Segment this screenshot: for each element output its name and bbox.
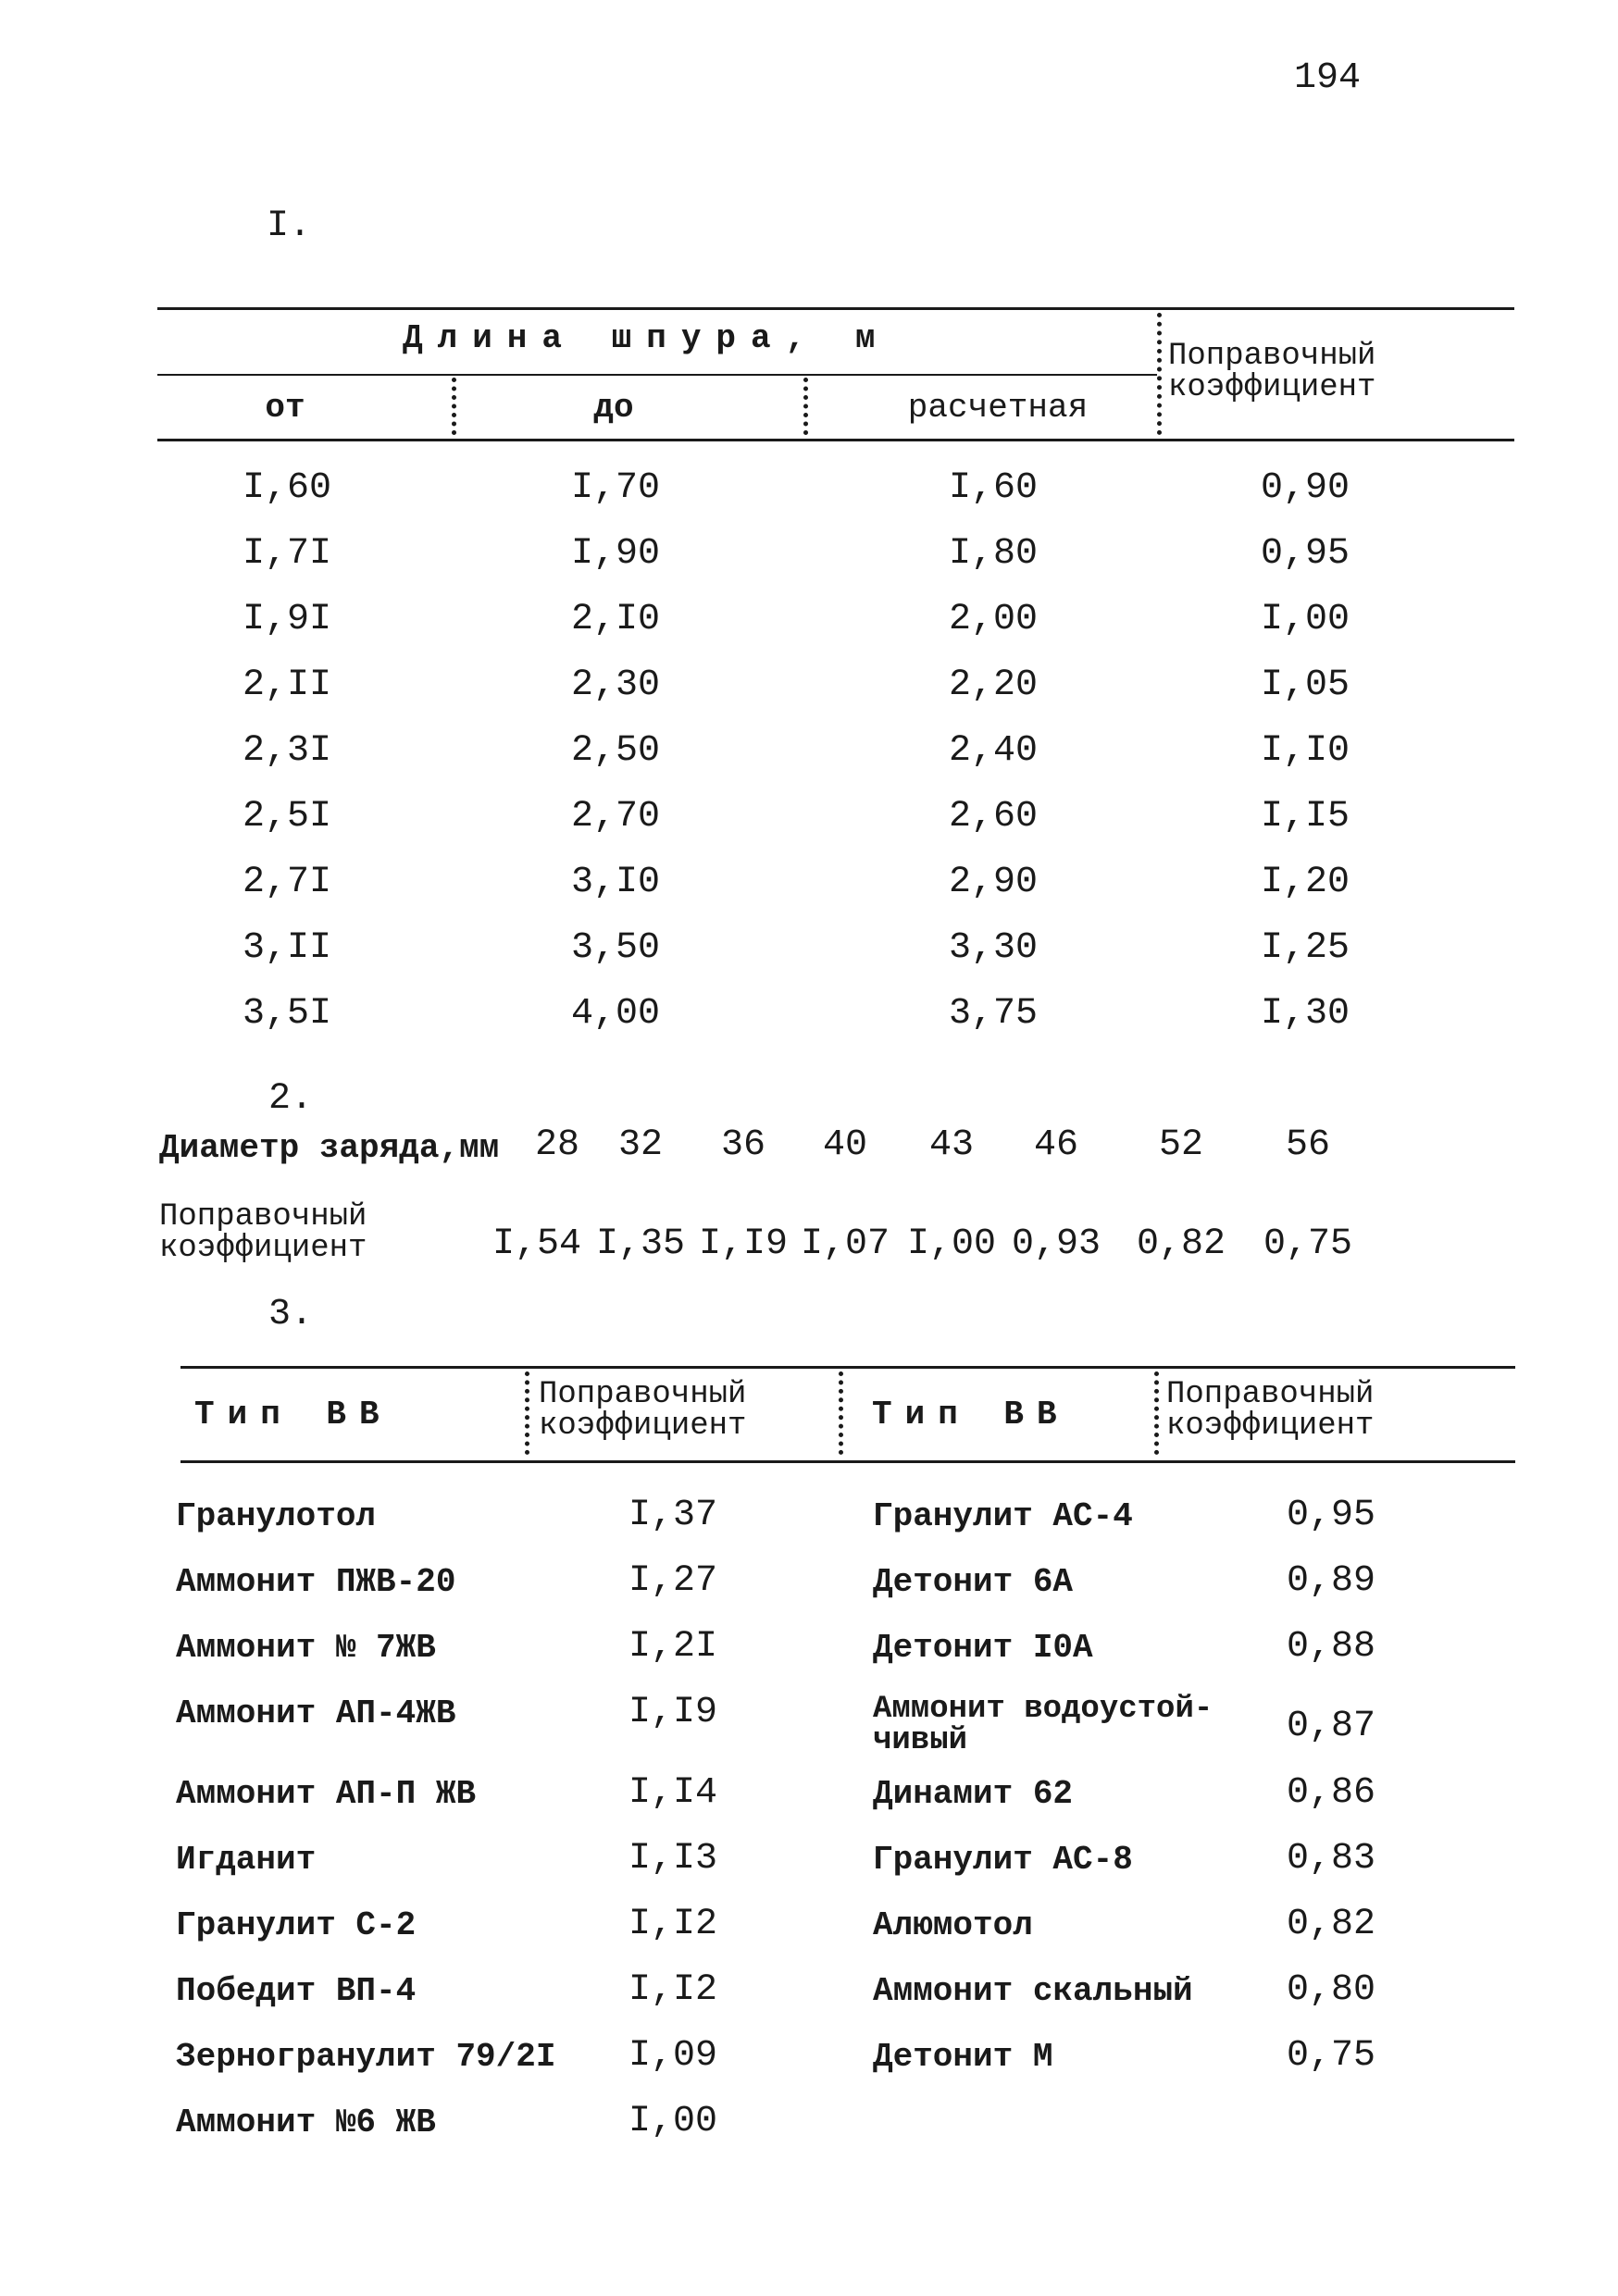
t3-left-r1-name: Гранулотол xyxy=(176,1497,377,1535)
table3-top-rule xyxy=(180,1366,1515,1369)
table1-divider-1 xyxy=(452,378,456,435)
t1-r7-calc: 2,90 xyxy=(948,862,1039,903)
coefficient-2: I,35 xyxy=(595,1223,686,1265)
coefficient-7: 0,82 xyxy=(1136,1223,1226,1265)
t1-r6-coef: I,I5 xyxy=(1260,796,1350,838)
t3-left-r5-coef: I,I4 xyxy=(628,1772,718,1814)
t1-r1-to: I,70 xyxy=(570,467,661,509)
coefficient-8: 0,75 xyxy=(1263,1223,1353,1265)
t3-left-r6-name: Игданит xyxy=(176,1841,317,1879)
t3-left-r4-coef: I,I9 xyxy=(628,1692,718,1733)
t1-r9-coef: I,30 xyxy=(1260,993,1350,1035)
t1-r8-from: 3,II xyxy=(242,927,332,969)
t3-right-r8-name: Аммонит скальный xyxy=(873,1972,1193,2010)
table1-group-rule xyxy=(157,374,1157,376)
diameter-2: 32 xyxy=(617,1124,664,1166)
t3-left-r3-name: Аммонит № 7ЖВ xyxy=(176,1629,436,1667)
table1-col-from: от xyxy=(265,389,305,427)
table1-divider-3 xyxy=(1157,313,1162,435)
t3-left-r6-coef: I,I3 xyxy=(628,1838,718,1880)
section-1-number: I. xyxy=(267,205,312,247)
table3-coef-header-left-line1: Поправочный xyxy=(539,1377,747,1412)
t1-r5-to: 2,50 xyxy=(570,730,661,772)
t1-r9-from: 3,5I xyxy=(242,993,332,1035)
coefficient-1: I,54 xyxy=(492,1223,582,1265)
table1-col-to: до xyxy=(593,389,634,427)
t3-right-r2-name: Детонит 6А xyxy=(873,1563,1074,1601)
t1-r2-from: I,7I xyxy=(242,533,332,575)
t3-left-r2-coef: I,27 xyxy=(628,1560,718,1602)
t1-r4-from: 2,II xyxy=(242,664,332,706)
table1-col-calc: расчетная xyxy=(907,389,1089,427)
t3-right-r2-coef: 0,89 xyxy=(1286,1560,1376,1602)
t1-r1-calc: I,60 xyxy=(948,467,1039,509)
t3-right-r7-name: Алюмотол xyxy=(873,1906,1033,1944)
table1-coef-header xyxy=(1168,341,1375,403)
t3-right-r1-name: Гранулит АС-4 xyxy=(873,1497,1133,1535)
table1-header-rule xyxy=(157,439,1514,441)
t1-r5-calc: 2,40 xyxy=(948,730,1039,772)
t3-right-r8-coef: 0,80 xyxy=(1286,1969,1376,2011)
t1-r5-coef: I,I0 xyxy=(1260,730,1350,772)
t3-right-r6-name: Гранулит АС-8 xyxy=(873,1841,1133,1879)
t3-left-r10-name: Аммонит №6 ЖВ xyxy=(176,2104,436,2141)
t1-r4-calc: 2,20 xyxy=(948,664,1039,706)
table3-header-rule xyxy=(180,1460,1515,1463)
t3-right-r9-coef: 0,75 xyxy=(1286,2035,1376,2077)
t1-r1-from: I,60 xyxy=(242,467,332,509)
coefficient-4: I,07 xyxy=(800,1223,890,1265)
table3-coef-header-right-line2: коэффициент xyxy=(1166,1409,1375,1444)
t3-left-r7-name: Гранулит С-2 xyxy=(176,1906,417,1944)
t1-r6-calc: 2,60 xyxy=(948,796,1039,838)
coefficient-5: I,00 xyxy=(906,1223,997,1265)
t1-r8-to: 3,50 xyxy=(570,927,661,969)
t3-right-r9-name: Детонит М xyxy=(873,2038,1053,2076)
table3-coef-header-right-line1: Поправочный xyxy=(1166,1377,1375,1412)
t3-left-r9-name: Зерногранулит 79/2I xyxy=(176,2038,556,2076)
t1-r4-coef: I,05 xyxy=(1260,664,1350,706)
t1-r3-coef: I,00 xyxy=(1260,599,1350,640)
diameter-4: 40 xyxy=(822,1124,868,1166)
t1-r2-coef: 0,95 xyxy=(1260,533,1350,575)
t1-r7-to: 3,I0 xyxy=(570,862,661,903)
t1-r2-calc: I,80 xyxy=(948,533,1039,575)
coef-label-2-line1: Поправочный xyxy=(159,1199,367,1235)
table3-divider-3 xyxy=(1154,1371,1159,1455)
section-2-number: 2. xyxy=(268,1078,314,1120)
t3-right-r1-coef: 0,95 xyxy=(1286,1495,1376,1536)
t3-left-r1-coef: I,37 xyxy=(628,1495,718,1536)
diameter-5: 43 xyxy=(928,1124,975,1166)
t3-right-r3-coef: 0,88 xyxy=(1286,1626,1376,1668)
diameter-3: 36 xyxy=(720,1124,766,1166)
t3-left-r8-name: Победит ВП-4 xyxy=(176,1972,417,2010)
t3-left-r2-name: Аммонит ПЖВ-20 xyxy=(176,1563,456,1601)
t3-left-r7-coef: I,I2 xyxy=(628,1904,718,1945)
t3-right-r4-name-line2: чивый xyxy=(873,1723,968,1758)
t1-r7-from: 2,7I xyxy=(242,862,332,903)
diameter-6: 46 xyxy=(1033,1124,1079,1166)
coefficient-3: I,I9 xyxy=(698,1223,789,1265)
table3-coef-header-left-line2: коэффициент xyxy=(539,1409,747,1444)
page-number: 194 xyxy=(1294,57,1362,99)
t3-left-r4-name: Аммонит АП-4ЖВ xyxy=(176,1694,456,1732)
section-3-number: 3. xyxy=(268,1294,314,1335)
t3-left-r5-name: Аммонит АП-П ЖВ xyxy=(176,1775,477,1813)
t1-r5-from: 2,3I xyxy=(242,730,332,772)
coefficient-6: 0,93 xyxy=(1011,1223,1101,1265)
diameter-1: 28 xyxy=(534,1124,580,1166)
t3-right-r4-name xyxy=(873,1694,1213,1756)
table1-divider-2 xyxy=(803,378,808,435)
t1-r8-calc: 3,30 xyxy=(948,927,1039,969)
coef-label-2-line2: коэффициент xyxy=(159,1231,367,1266)
t3-right-r5-name: Динамит 62 xyxy=(873,1775,1074,1813)
t1-r2-to: I,90 xyxy=(570,533,661,575)
t1-r6-to: 2,70 xyxy=(570,796,661,838)
t1-r3-calc: 2,00 xyxy=(948,599,1039,640)
t1-r6-from: 2,5I xyxy=(242,796,332,838)
t1-r1-coef: 0,90 xyxy=(1260,467,1350,509)
table3-col-type-right: Тип ВВ xyxy=(872,1396,1070,1433)
t1-r7-coef: I,20 xyxy=(1260,862,1350,903)
table3-divider-1 xyxy=(525,1371,529,1455)
t1-r9-to: 4,00 xyxy=(570,993,661,1035)
table1-coef-header-line2: коэффициент xyxy=(1168,370,1376,405)
t3-left-r8-coef: I,I2 xyxy=(628,1969,718,2011)
table1-group-header: Длина шпура, м xyxy=(403,319,890,357)
t1-r3-from: I,9I xyxy=(242,599,332,640)
t3-left-r9-coef: I,09 xyxy=(628,2035,718,2077)
diameter-label: Диаметр заряда,мм xyxy=(159,1129,500,1167)
table3-divider-2 xyxy=(839,1371,843,1455)
diameter-7: 52 xyxy=(1158,1124,1204,1166)
t1-r3-to: 2,I0 xyxy=(570,599,661,640)
t1-r9-calc: 3,75 xyxy=(948,993,1039,1035)
table1-top-rule xyxy=(157,307,1514,310)
t3-left-r10-coef: I,00 xyxy=(628,2101,718,2142)
coef-label-2 xyxy=(159,1201,367,1264)
t3-right-r4-coef: 0,87 xyxy=(1286,1706,1376,1747)
t1-r8-coef: I,25 xyxy=(1260,927,1350,969)
table3-col-type-left: Тип ВВ xyxy=(194,1396,392,1433)
t3-right-r3-name: Детонит I0А xyxy=(873,1629,1093,1667)
table3-coef-header-right xyxy=(1166,1379,1374,1442)
t3-right-r5-coef: 0,86 xyxy=(1286,1772,1376,1814)
t3-left-r3-coef: I,2I xyxy=(628,1626,718,1668)
diameter-8: 56 xyxy=(1285,1124,1331,1166)
table3-coef-header-left xyxy=(539,1379,746,1442)
t3-right-r4-name-line1: Аммонит водоустой- xyxy=(873,1692,1214,1727)
table1-coef-header-line1: Поправочный xyxy=(1168,339,1376,374)
t1-r4-to: 2,30 xyxy=(570,664,661,706)
t3-right-r6-coef: 0,83 xyxy=(1286,1838,1376,1880)
t3-right-r7-coef: 0,82 xyxy=(1286,1904,1376,1945)
